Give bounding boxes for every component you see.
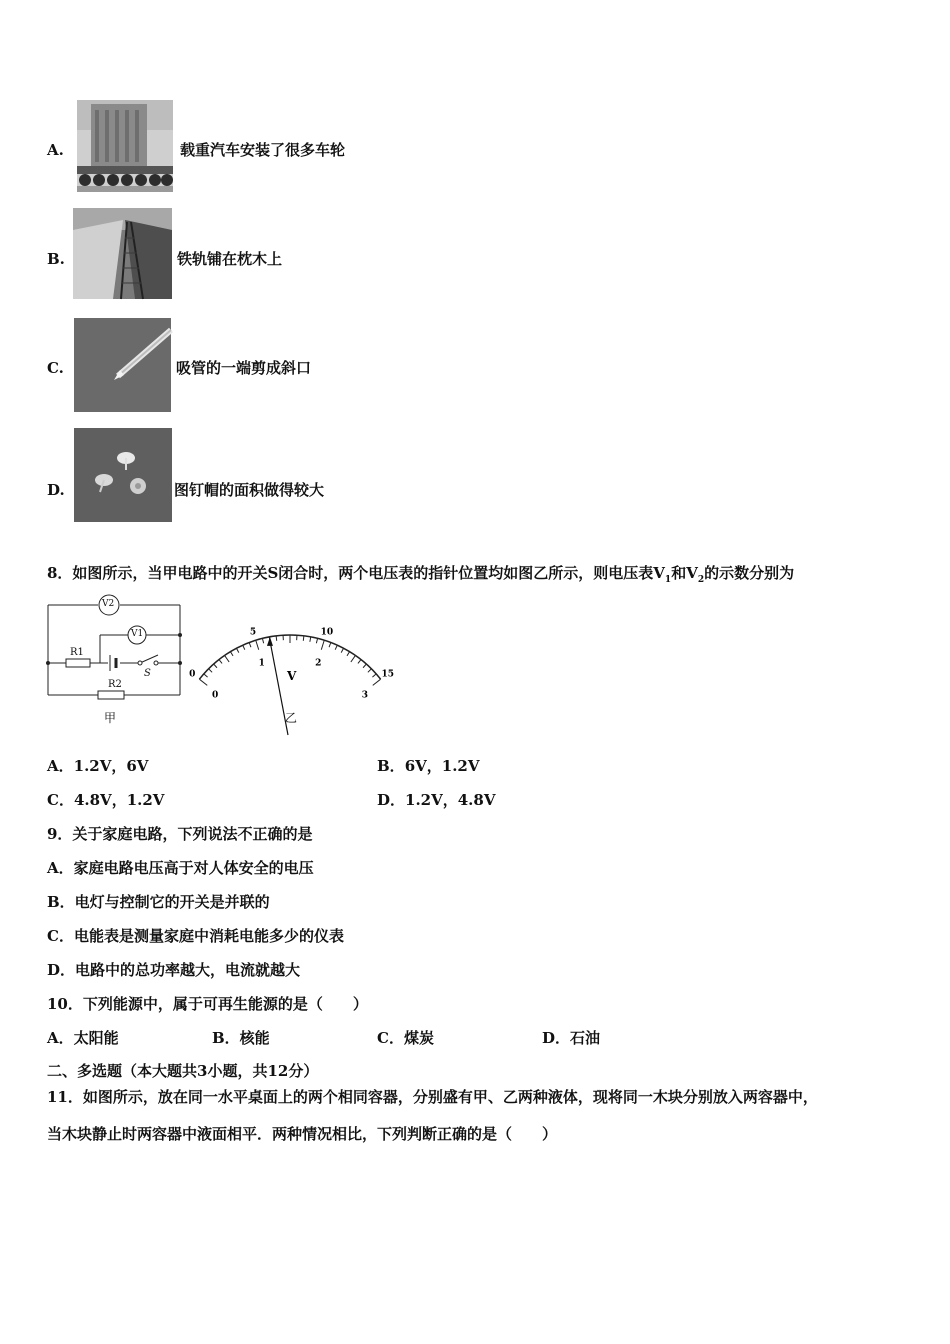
dial-tick [256,640,259,650]
circuit-diagram [40,595,190,725]
q9-option-b: B．电灯与控制它的开关是并联的 [47,893,270,911]
dial-tick [276,636,277,641]
label-v2: V2 [102,599,115,609]
dial-tick [199,679,207,685]
straw-photo [74,318,171,412]
q7-option-d-text: 图钉帽的面积做得较大 [174,481,325,499]
section-title: 二、多选题（本大题共3小题，共12分） [47,1062,319,1080]
q9-option-a: A．家庭电路电压高于对人体安全的电压 [47,859,314,877]
resistor-r1-icon [66,659,90,667]
dial-tick [249,642,251,647]
q7-option-a-label: A. [47,141,64,159]
dial-needle-head [267,637,273,646]
q8-option-b: B．6V，1.2V [377,757,480,775]
dial-lower-label: 3 [361,690,368,701]
dial-tick [341,648,343,652]
dial-tick [351,655,356,662]
dial-tick [225,655,230,662]
dial-tick [368,669,372,673]
truck-photo [77,100,173,192]
dial-tick [358,660,361,664]
q7-option-a-text: 载重汽车安装了很多车轮 [180,141,346,159]
resistor-r2-icon [98,691,124,699]
q10-option-b: B．核能 [212,1029,270,1047]
q9-option-c: C．电能表是测量家庭中消耗电能多少的仪表 [47,927,344,945]
q9-stem: 9．关于家庭电路，下列说法不正确的是 [47,825,313,843]
label-s: S [144,668,151,679]
label-v1: V1 [131,629,144,639]
q7-option-c-text: 吸管的一端剪成斜口 [176,359,312,377]
caption-jia: 甲 [104,711,117,725]
q10-option-d: D．石油 [542,1029,601,1047]
dial-unit: V [287,669,297,683]
q8-stem: 8．如图所示，当甲电路中的开关S闭合时，两个电压表的指针位置均如图乙所示，则电压表$V_1$和$V_2$的示数分别为 [47,564,795,585]
q7-option-b-text: 铁轨铺在枕木上 [177,250,283,268]
dial-upper-label: 0 [189,669,196,680]
dial-tick [335,645,337,650]
voltmeter-dial [189,600,394,720]
label-r2: R2 [108,679,122,690]
dial-tick [204,674,208,677]
label-r1: R1 [70,647,84,658]
dial-tick [321,640,324,650]
switch-icon [138,661,142,665]
dial-tick [214,664,217,668]
dial-tick [230,652,233,656]
q8-option-c: C．4.8V，1.2V [47,791,165,809]
dial-lower-label: 2 [315,658,322,669]
dial-tick [347,652,350,656]
q7-option-c-label: C. [47,359,64,377]
dial-tick [236,648,238,652]
q7-option-b-label: B. [47,250,65,268]
caption-yi: 乙 [285,711,298,725]
dial-tick [209,669,213,673]
dial-tick [373,679,381,685]
q8-option-d: D．1.2V，4.8V [377,791,496,809]
q10-option-c: C．煤炭 [377,1029,434,1047]
dial-tick [363,664,366,668]
thumbtack-photo [74,428,172,522]
dial-tick [262,638,263,643]
dial-tick [219,660,222,664]
dial-lower-label: 0 [212,690,219,701]
dial-lower-label: 1 [258,658,265,669]
dial-upper-label: 5 [249,627,257,638]
battery-icon [110,655,116,671]
dial-tick [243,645,245,650]
railway-photo [73,208,172,299]
dial-tick [316,638,317,643]
q10-stem: 10．下列能源中，属于可再生能源的是（ ） [47,995,368,1013]
q11-line2: 当木块静止时两容器中液面相平．两种情况相比，下列判断正确的是（ ） [47,1125,558,1143]
dial-tick [372,674,376,677]
dial-tick [303,636,304,641]
q10-option-a: A．太阳能 [47,1029,119,1047]
q9-option-d: D．电路中的总功率越大，电流就越大 [47,961,301,979]
switch-contact-icon [154,661,158,665]
dial-upper-label: 10 [320,627,334,638]
dial-upper-label: 15 [381,669,394,680]
q8-option-a: A．1.2V，6V [47,757,149,775]
dial-tick [310,637,311,642]
dial-tick [329,642,331,647]
q7-option-d-label: D. [47,481,65,499]
q11-line1: 11．如图所示，放在同一水平桌面上的两个相同容器，分别盛有甲、乙两种液体，现将同一木块分别放入两容器中， [47,1088,818,1106]
